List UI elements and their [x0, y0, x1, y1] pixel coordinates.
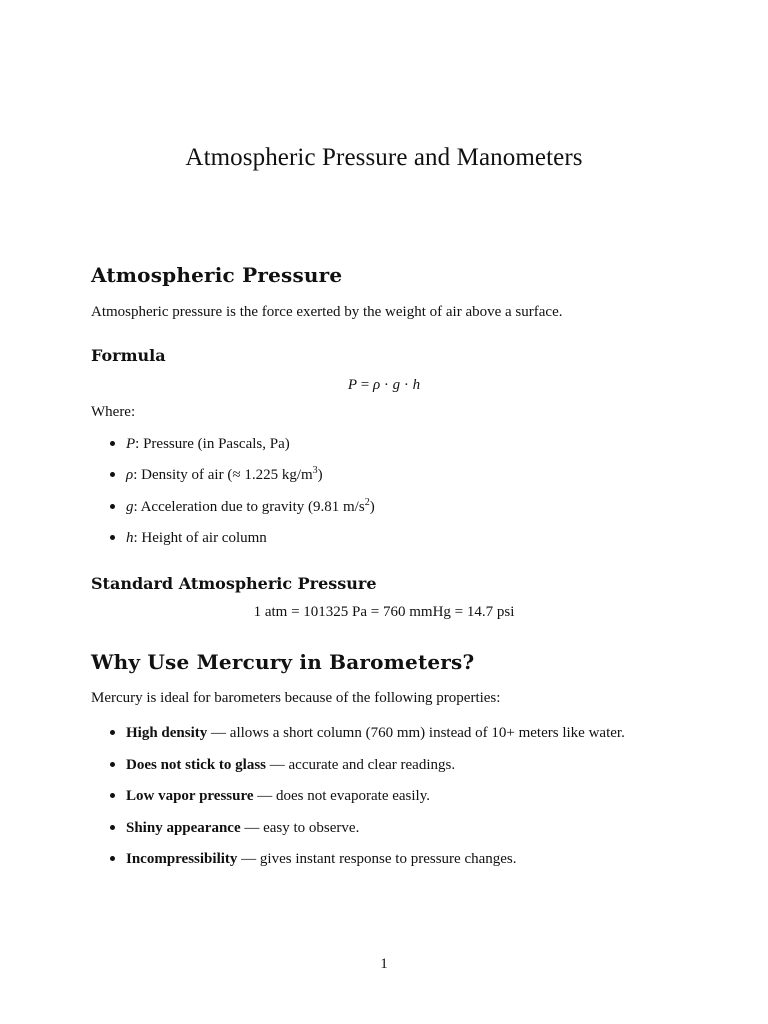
bullet-icon: [110, 825, 115, 830]
property-list-item: [110, 725, 625, 742]
superscript: 3: [312, 465, 318, 476]
variable-description-tail: ): [317, 467, 323, 483]
property-description: — gives instant response to pressure changes.: [237, 851, 517, 867]
property-description: — does not evaporate easily.: [253, 788, 430, 804]
variable-symbol: ρ: [126, 467, 134, 483]
bullet-icon: [110, 441, 115, 446]
bullet-icon: [110, 535, 115, 540]
mercury-intro-paragraph: Mercury is ideal for barometers because of the following properties:: [91, 690, 501, 706]
variable-list-item: [110, 436, 290, 453]
bullet-icon: [110, 730, 115, 735]
property-description: — accurate and clear readings.: [266, 757, 456, 773]
formula-dot: ·: [403, 377, 409, 393]
page-title: Atmospheric Pressure and Manometers: [185, 144, 583, 171]
property-list-item: [110, 788, 430, 805]
where-label: Where:: [91, 404, 136, 420]
formula-heading: Formula: [91, 346, 166, 365]
variable-description: : Height of air column: [133, 530, 267, 546]
property-list-item: [110, 820, 359, 837]
property-term: High density: [126, 725, 208, 741]
property-description: — allows a short column (760 mm) instead of 10+ meters like water.: [207, 725, 625, 741]
property-term: Shiny appearance: [126, 820, 241, 836]
formula-symbol-rho: ρ: [372, 377, 381, 393]
formula-symbol-h: h: [412, 377, 421, 393]
superscript: 2: [364, 497, 370, 508]
property-term: Does not stick to glass: [126, 757, 267, 773]
standard-pressure-heading: Standard Atmospheric Pressure: [91, 574, 377, 593]
property-list-item: [110, 757, 455, 774]
variable-description-tail: ): [369, 499, 375, 515]
atmospheric-intro-paragraph: Atmospheric pressure is the force exerted by the weight of air above a surface.: [91, 304, 563, 320]
variable-description: : Acceleration due to gravity (9.81 m/s: [133, 499, 365, 515]
formula-equation: [0, 377, 768, 394]
bullet-icon: [110, 793, 115, 798]
variable-list-item: [110, 530, 267, 547]
property-list-item: [110, 851, 517, 868]
variable-description: : Pressure (in Pascals, Pa): [135, 436, 290, 452]
variable-symbol: g: [126, 499, 134, 515]
variable-list-item: [110, 467, 323, 484]
page-number: 1: [380, 956, 388, 972]
bullet-icon: [110, 472, 115, 477]
variable-list-item: [110, 499, 375, 516]
formula-dot: ·: [383, 377, 389, 393]
formula-symbol-g: g: [392, 377, 401, 393]
property-term: Incompressibility: [126, 851, 238, 867]
variable-symbol: P: [126, 436, 136, 452]
variable-symbol: h: [126, 530, 134, 546]
standard-pressure-equation: 1 atm = 101325 Pa = 760 mmHg = 14.7 psi: [253, 604, 515, 620]
formula-symbol-p: P: [347, 377, 357, 393]
bullet-icon: [110, 762, 115, 767]
section-heading-atmospheric-pressure: Atmospheric Pressure: [91, 263, 343, 287]
formula-equals: =: [360, 377, 370, 393]
bullet-icon: [110, 504, 115, 509]
variable-description: : Density of air (≈ 1.225 kg/m: [133, 467, 313, 483]
section-heading-mercury: Why Use Mercury in Barometers?: [91, 650, 475, 674]
bullet-icon: [110, 856, 115, 861]
property-term: Low vapor pressure: [126, 788, 254, 804]
property-description: — easy to observe.: [240, 820, 360, 836]
